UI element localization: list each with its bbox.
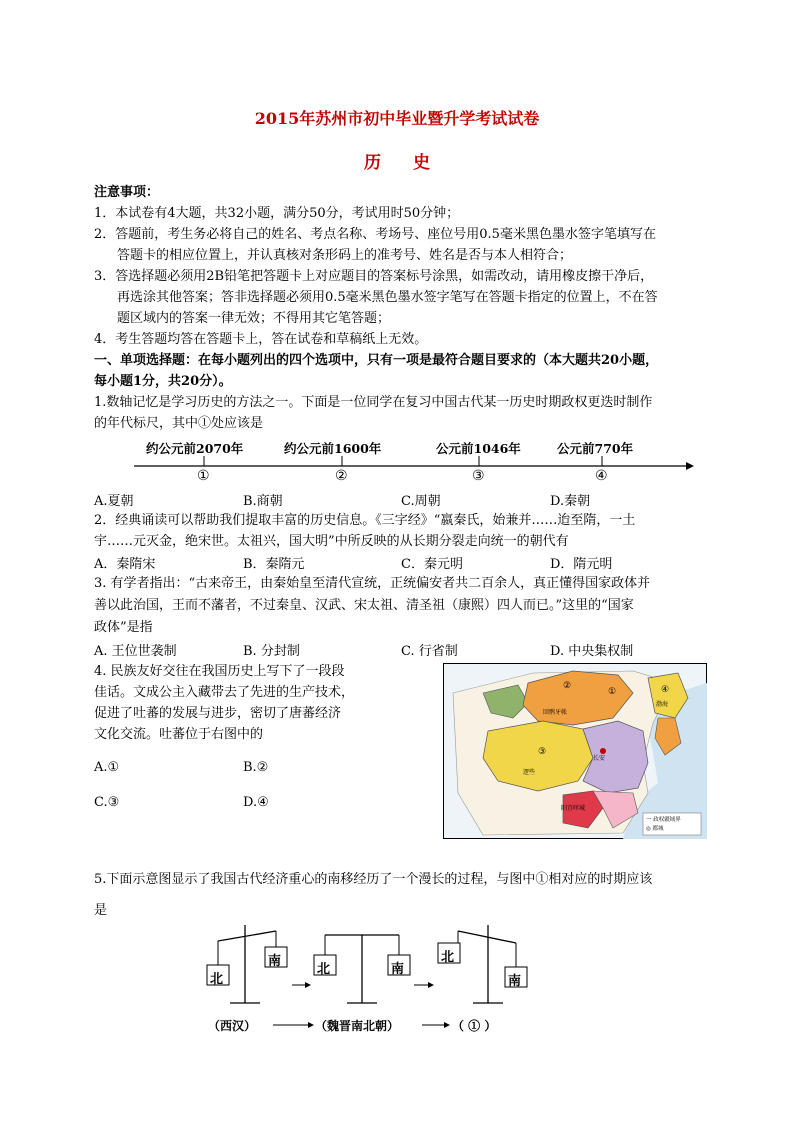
q1-timeline xyxy=(94,436,694,486)
map-place-label: 逻些 xyxy=(523,769,536,776)
caption-weijin: （魏晋南北朝） xyxy=(315,1019,400,1033)
q4-stem-cont: 佳话。文成公主入藏带去了先进的生产技术， xyxy=(94,685,355,700)
map-place-label: 渤海 xyxy=(656,701,669,708)
scale-south-label: 南 xyxy=(391,962,405,977)
timeline-mark: ① xyxy=(197,468,210,484)
timeline-label: 公元前1046年 xyxy=(436,441,521,456)
notice-item: 4．考生答题均答在答题卡上，答在试卷和草稿纸上无效。 xyxy=(94,332,428,347)
notice-item: 题区域内的答案一律无效；不得用其它笔答题； xyxy=(117,311,391,326)
map-region-label: ③ xyxy=(538,747,547,757)
q3-stem: 3. 有学者指出：“古来帝王，由秦始皇至清代宣统，正统偏安者共二百余人，真正懂得国家政体并 xyxy=(94,576,651,591)
page-title: 2015年苏州市初中毕业暨升学考试试卷 xyxy=(254,109,540,128)
q2-stem: 2．经典诵读可以帮助我们提取丰富的历史信息。《三字经》“嬴秦氏，始兼并……迨至隋，一土 xyxy=(94,513,636,528)
notice-heading: 注意事项： xyxy=(94,185,160,200)
q2-option-d: D．隋元明 xyxy=(550,557,613,572)
q4-stem: 4. 民族友好交往在我国历史上写下了一段段 xyxy=(94,664,345,679)
q3-option-b: B. 分封制 xyxy=(243,644,300,659)
q1-stem-cont: 的年代标尺，其中①处应该是 xyxy=(94,416,264,431)
timeline-mark: ② xyxy=(335,468,348,484)
caption-unknown-period: （ ① ） xyxy=(452,1019,497,1033)
q2-option-c: C．秦元明 xyxy=(401,557,463,572)
q1-option-c: C.周朝 xyxy=(401,494,441,509)
timeline-mark: ③ xyxy=(472,468,485,484)
q4-option-a: A.① xyxy=(94,760,120,775)
scale-north-label: 北 xyxy=(210,972,224,987)
q1-stem: 1.数轴记忆是学习历史的方法之一。下面是一位同学在复习中国古代某一历史时期政权更迭时制作 xyxy=(94,395,653,410)
q2-option-a: A．秦隋宋 xyxy=(94,557,156,572)
map-region-label: ① xyxy=(608,687,617,697)
map-region-label: ④ xyxy=(661,685,670,695)
q1-option-b: B.商朝 xyxy=(243,494,283,509)
map-place-label: 阳苴咩城 xyxy=(561,805,586,812)
scale-north-label: 北 xyxy=(317,962,331,977)
notice-item: 2．答题前，考生务必将自己的姓名、考点名称、考场号、座位号用0.5毫米黑色墨水签字笔填写在 xyxy=(94,227,656,242)
q4-stem-cont: 文化交流。吐蕃位于右图中的 xyxy=(94,727,264,742)
notice-item: 3．答选择题必须用2B铅笔把答题卡上对应题目的答案标号涂黑，如需改动，请用橡皮擦干净后， xyxy=(94,269,654,284)
tang-era-map xyxy=(443,663,707,839)
timeline-label: 约公元前1600年 xyxy=(284,441,382,456)
q4-option-b: B.② xyxy=(243,760,269,775)
notice-item: 再选涂其他答案；答非选择题必须用0.5毫米黑色墨水签字笔写在答题卡指定的位置上，不在答 xyxy=(117,290,658,305)
map-legend-item: ◎ 都城 xyxy=(646,826,664,832)
q3-option-d: D. 中央集权制 xyxy=(550,644,634,659)
subject-heading: 历史 xyxy=(364,153,462,173)
q2-stem-cont: 宇……元灭金，绝宋世。太祖兴，国大明”中所反映的从长期分裂走向统一的朝代有 xyxy=(94,534,569,549)
map-legend-item: 一 政权疆域界 xyxy=(646,817,681,823)
map-place-label: 回鹘牙帐 xyxy=(543,709,568,716)
q4-option-d: D.④ xyxy=(243,795,269,810)
scale-south-label: 南 xyxy=(508,974,522,989)
q4-stem-cont: 促进了吐蕃的发展与进步，密切了唐蕃经济 xyxy=(94,706,342,721)
economic-balance-diagram xyxy=(200,925,540,1040)
map-region-label: ② xyxy=(563,681,572,691)
q2-option-b: B．秦隋元 xyxy=(243,557,305,572)
q3-stem-cont2: 政体”是指 xyxy=(94,620,153,635)
q3-option-a: A. 王位世袭制 xyxy=(94,644,177,659)
caption-western-han: （西汉） xyxy=(208,1019,257,1033)
q3-option-c: C. 行省制 xyxy=(401,644,458,659)
timeline-label: 约公元前2070年 xyxy=(146,441,244,456)
timeline-mark: ④ xyxy=(595,468,608,484)
q5-stem: 5.下面示意图显示了我国古代经济重心的南移经历了一个漫长的过程，与图中①相对应的时期应该 xyxy=(94,872,653,887)
q1-option-d: D.秦朝 xyxy=(550,494,591,509)
notice-item: 答题卡的相应位置上，并认真核对条形码上的准考号、姓名是否与本人相符合； xyxy=(117,248,573,263)
notice-item: 1．本试卷有4大题，共32小题，满分50分，考试用时50分钟； xyxy=(94,206,460,221)
scale-south-label: 南 xyxy=(268,954,282,969)
scale-north-label: 北 xyxy=(441,950,455,965)
timeline-label: 公元前770年 xyxy=(557,441,634,456)
q4-option-c: C.③ xyxy=(94,795,120,810)
q3-stem-cont: 善以此治国，王而不藩者，不过秦皇、汉武、宋太祖、清圣祖（康熙）四人而已。”这里的“国家 xyxy=(94,598,634,613)
section-heading-cont: 每小题1分，共20分）。 xyxy=(94,374,232,389)
q5-stem-cont: 是 xyxy=(94,903,108,918)
q1-option-a: A.夏朝 xyxy=(94,494,134,509)
map-place-label: 长安 xyxy=(593,755,606,762)
section-heading: 一、单项选择题：在每小题列出的四个选项中，只有一项是最符合题目要求的（本大题共20小题， xyxy=(94,353,659,368)
